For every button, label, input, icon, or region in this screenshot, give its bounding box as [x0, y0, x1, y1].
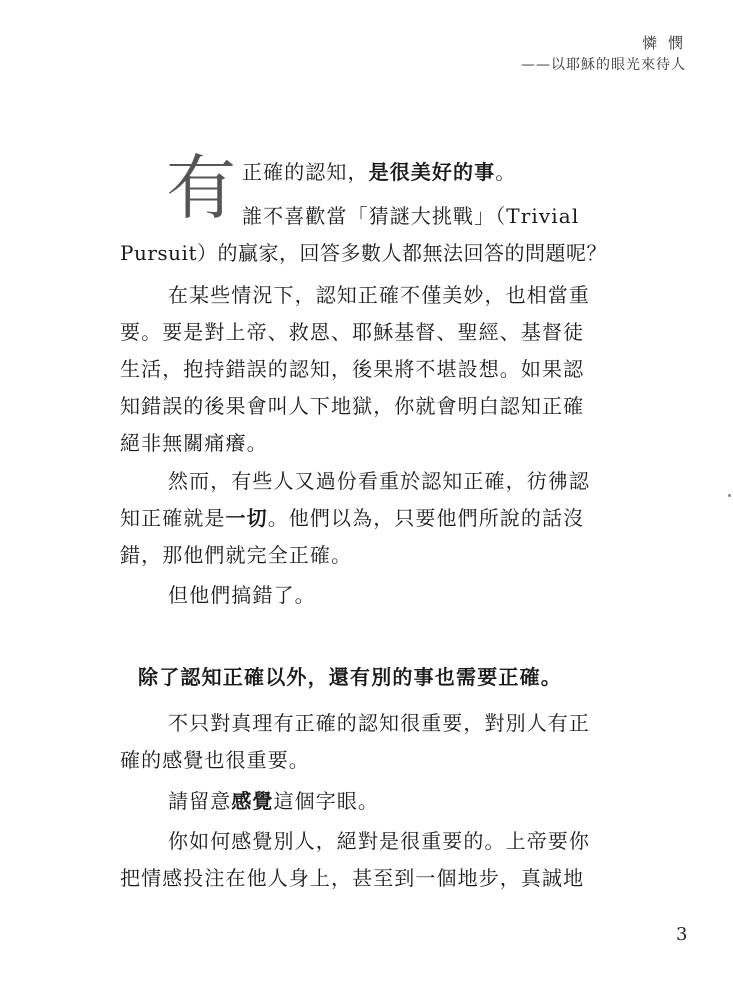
p1-emphasis: 是很美好的事: [368, 160, 496, 184]
p7-line-2: 把情感投注在他人身上，甚至到一個地步，真誠地: [120, 866, 585, 890]
p7-line-1: 你如何感覺別人，絕對是很重要的。上帝要你: [168, 829, 590, 853]
p2-line-4: 知錯誤的後果會叫人下地獄，你就會明白認知正確: [120, 394, 585, 418]
chapter-subtitle: ——以耶穌的眼光來待人: [521, 57, 686, 73]
p6-text-a: 請留意: [168, 789, 232, 813]
p6-line-1: [168, 786, 379, 816]
drop-cap: 有: [166, 147, 236, 229]
p3-line-3: 錯，那他們就完全正確。: [120, 543, 353, 567]
p1-line-1: [242, 157, 516, 187]
p2-line-3: 生活，抱持錯誤的認知，後果將不堪設想。如果認: [120, 357, 585, 381]
section-heading: 除了認知正確以外，還有別的事也需要正確。: [138, 665, 562, 689]
p3-line-1: 然而，有些人又過份看重於認知正確，彷彿認: [168, 469, 590, 493]
p3-text-a: 知正確就是: [120, 506, 226, 530]
p1-line-2: 誰不喜歡當「猜謎大挑戰」（Trivial: [242, 204, 580, 228]
p4-line-1: 但他們搞錯了。: [168, 583, 316, 607]
p5-line-1: 不只對真理有正確的認知很重要，對別人有正: [168, 711, 590, 735]
p2-line-1: 在某些情況下，認知正確不僅美妙，也相當重: [168, 283, 590, 307]
p6-text-c: 這個字眼。: [273, 789, 380, 813]
running-header: [521, 32, 686, 76]
page-number: 3: [676, 924, 688, 945]
p2-line-5: 絕非無關痛癢。: [120, 431, 268, 455]
p2-line-2: 要。要是對上帝、救恩、耶穌基督、聖經、基督徒: [120, 320, 585, 344]
margin-mark: [728, 494, 731, 497]
p5-line-2: 確的感覺也很重要。: [120, 748, 310, 772]
p1-text-c: 。: [495, 160, 517, 184]
p1-line-3: Pursuit）的贏家，回答多數人都無法回答的問題呢？: [120, 241, 607, 265]
chapter-title: 憐 憫: [642, 34, 686, 52]
p6-emphasis: 感覺: [231, 789, 274, 813]
p3-text-c: 。他們以為，只要他們所說的話沒: [267, 506, 585, 530]
p3-line-2: [120, 503, 584, 533]
p3-emphasis: 一切: [225, 506, 268, 530]
p1-text-a: 正確的認知，: [242, 160, 369, 184]
